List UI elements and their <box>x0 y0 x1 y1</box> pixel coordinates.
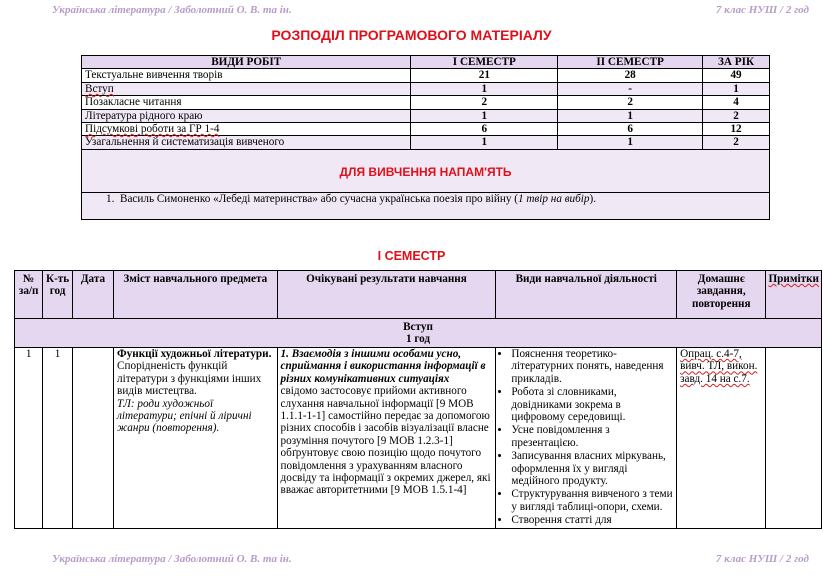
col-work-types: ВИДИ РОБІТ <box>82 56 411 69</box>
distribution-table <box>81 55 770 220</box>
results-text: свідомо застосовує прийоми активного слухання навчальної інформації [9 МОВ 1.1.1-1-1] самостійно передає за допомогою різних способів і засобів візуалізації власне розуміння почутого [9 МОВ 1.2.3-1] обґрунтовує свою позицію щодо почутого повідомлення з урахуванням власного досвіду та інформації з окремих джерел, які вважає авторитетними [9 МОВ 1.5.1-4] <box>280 385 491 497</box>
section-row <box>15 319 822 348</box>
memorize-item-row <box>82 192 770 219</box>
col-activities: Види навчальної діяльності <box>496 271 677 319</box>
row-label-text: Вступ <box>85 82 114 95</box>
lesson-number: 1 <box>15 348 43 529</box>
activity-item: • Робота зі словниками, довідниками зокрема в цифровому середовищі. <box>511 386 673 423</box>
row-sem2: 1 <box>558 109 703 122</box>
activity-item: • Усне повідомлення з презентацією. <box>511 424 673 449</box>
lesson-homework <box>677 348 766 529</box>
row-sem2: 6 <box>558 123 703 136</box>
row-label-text: Підсумкові роботи за ГР 1-4 <box>85 123 220 136</box>
page-header-left: Українська література / Заболотний О. В. та ін. <box>52 4 292 16</box>
row-year: 49 <box>703 69 770 82</box>
lesson-date <box>72 348 113 529</box>
activity-item: • Структурування вивченого з теми у вигляді таблиці-опори, схеми. <box>511 488 673 513</box>
distribution-title: РОЗПОДІЛ ПРОГРАМОВОГО МАТЕРІАЛУ <box>271 27 552 43</box>
table-row <box>82 136 770 149</box>
table-row <box>82 123 770 136</box>
col-semester-1: І СЕМЕСТР <box>411 56 558 69</box>
col-notes <box>766 271 822 319</box>
row-year: 4 <box>703 96 770 109</box>
lesson-content <box>114 348 277 529</box>
semester-table <box>14 270 822 529</box>
row-sem1: 1 <box>411 82 558 95</box>
memorize-title: ДЛЯ ВИВЧЕННЯ НАПАМ'ЯТЬ <box>82 149 770 192</box>
memorize-item-end: ). <box>589 192 597 205</box>
row-sem2: - <box>558 82 703 95</box>
memorize-item-text: Василь Симоненко «Лебеді материнства» або сучасна українська поезія про війну ( <box>119 192 518 205</box>
row-sem1: 2 <box>411 96 558 109</box>
col-content: Зміст навчального предмета <box>114 271 277 319</box>
results-title: 1. Взаємодія з іншими особами усно, сприймання і використання інформації в різних комунікативних ситуаціях <box>280 348 486 385</box>
col-year: ЗА РІК <box>703 56 770 69</box>
row-year: 2 <box>703 136 770 149</box>
col-semester-2: ІІ СЕМЕСТР <box>558 56 703 69</box>
page-footer-right: 7 клас НУШ / 2 год <box>715 553 809 565</box>
page-header-right: 7 клас НУШ / 2 год <box>715 4 809 16</box>
lesson-notes <box>766 348 822 529</box>
lesson-results <box>277 348 496 529</box>
lesson-hours: 1 <box>43 348 72 529</box>
row-sem1: 6 <box>411 123 558 136</box>
activity-item: • Записування власних міркувань, оформлення їх у вигляді медійного продукту. <box>511 450 673 487</box>
row-sem2: 28 <box>558 69 703 82</box>
col-results: Очікувані результати навчання <box>277 271 496 319</box>
row-sem1: 21 <box>411 69 558 82</box>
homework-text: Опрац. с.4-7, вивч. ТЛ, викон. завд. 14 на с.7. <box>680 348 758 385</box>
row-year: 12 <box>703 123 770 136</box>
row-label: Узагальнення й систематизація вивченого <box>82 136 411 149</box>
row-label <box>82 82 411 95</box>
lesson-activities <box>496 348 677 529</box>
row-sem1: 1 <box>411 136 558 149</box>
section-hours: 1 год <box>405 333 431 346</box>
table-row <box>82 69 770 82</box>
row-label: Література рідного краю <box>82 109 411 122</box>
row-year: 1 <box>703 82 770 95</box>
row-sem2: 1 <box>558 136 703 149</box>
content-title: Функції художньої літератури. <box>117 348 272 360</box>
memorize-title-row <box>82 149 770 192</box>
content-theory: ТЛ: роди художньої літератури; епічні й ліричні жанри (повторення). <box>117 397 252 435</box>
activity-item: • Створення статті для <box>511 514 673 526</box>
col-homework: Домашнє завдання, повторення <box>677 271 766 319</box>
section-cell <box>15 319 822 348</box>
row-label: Позакласне читання <box>82 96 411 109</box>
col-date: Дата <box>72 271 113 319</box>
row-label: Текстуальне вивчення творів <box>82 69 411 82</box>
page-footer-left: Українська література / Заболотний О. В. та ін. <box>52 553 292 565</box>
row-sem1: 1 <box>411 109 558 122</box>
semester-header-row <box>15 271 822 319</box>
col-notes-label: Примітки <box>768 273 819 285</box>
row-sem2: 2 <box>558 96 703 109</box>
table-row <box>82 109 770 122</box>
table-row <box>82 96 770 109</box>
memorize-item-note: 1 твір на вибір <box>517 192 590 205</box>
row-label <box>82 123 411 136</box>
lesson-row <box>15 348 822 529</box>
distribution-header-row <box>82 56 770 69</box>
col-hours: К-ть год <box>43 271 72 319</box>
section-name: Вступ <box>403 321 433 333</box>
activity-item: • Пояснення теоретико-літературних понять, наведення прикладів. <box>511 348 673 385</box>
content-text: Спорідненість функцій літератури з функціями інших видів мистецтва. <box>117 360 262 398</box>
memorize-item <box>82 192 770 219</box>
memorize-item-number: 1. <box>106 192 115 205</box>
semester-title: І СЕМЕСТР <box>377 249 446 263</box>
col-number: № за/п <box>15 271 43 319</box>
table-row <box>82 82 770 95</box>
row-year: 2 <box>703 109 770 122</box>
